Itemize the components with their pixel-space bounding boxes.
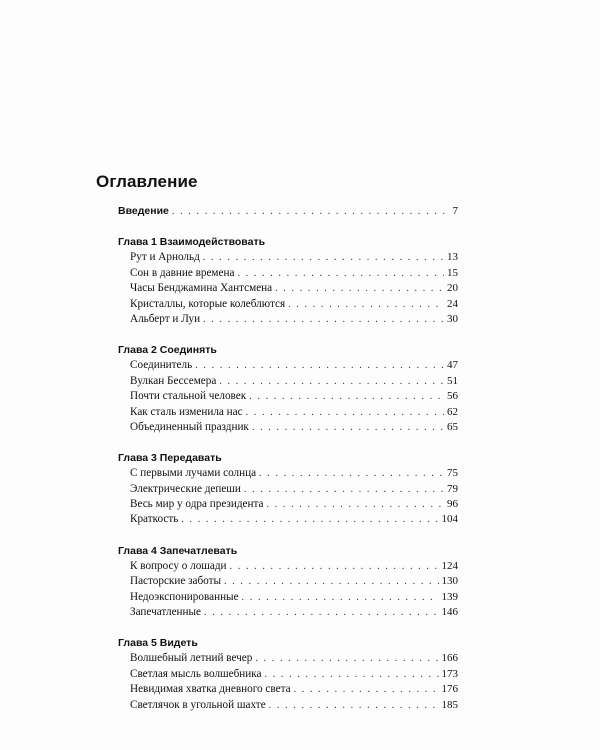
- dot-leader: [181, 512, 438, 527]
- dot-leader: [252, 420, 444, 435]
- toc-entry: [130, 682, 458, 697]
- toc-entry-page: 166: [441, 652, 458, 665]
- dot-leader: [230, 559, 439, 574]
- toc-entry-page: 96: [447, 498, 458, 511]
- toc-entry: [130, 559, 458, 574]
- toc-entry-page: 13: [447, 251, 458, 264]
- toc-entry: [130, 482, 458, 497]
- toc-entry-label: Краткость: [130, 513, 179, 526]
- toc-entry-page: 15: [447, 266, 458, 279]
- toc-entry-label: Как сталь изменила нас: [130, 405, 243, 418]
- toc-entry: [130, 466, 458, 481]
- chapter-heading: Глава 1 Взаимодействовать: [118, 236, 266, 249]
- toc-entry: [130, 250, 458, 265]
- toc-entry: [130, 698, 458, 713]
- dot-leader: [259, 466, 444, 481]
- toc-entry-page: 24: [447, 297, 458, 310]
- toc-entry: [130, 420, 458, 435]
- toc-entry-page: 146: [441, 606, 458, 619]
- toc-entry-label: Сон в давние времена: [130, 266, 235, 279]
- dot-leader: [195, 358, 444, 373]
- toc-entry: [130, 281, 458, 296]
- toc-entry-page: 79: [447, 482, 458, 495]
- dot-leader: [219, 374, 444, 389]
- chapter-heading: Глава 2 Соединять: [118, 344, 217, 357]
- toc-entry-label: Светлячок в угольной шахте: [130, 698, 266, 711]
- toc-entry-page: 176: [441, 683, 458, 696]
- dot-leader: [265, 667, 439, 682]
- chapter-entries: [118, 250, 458, 327]
- toc-entry-page: 75: [447, 467, 458, 480]
- chapter-heading: Глава 3 Передавать: [118, 452, 222, 465]
- toc-intro-page: 7: [452, 205, 458, 217]
- dot-leader: [294, 682, 439, 697]
- toc-entry-label: Светлая мысль волшебника: [130, 667, 262, 680]
- dot-leader: [203, 312, 444, 327]
- chapter-heading: Глава 4 Запечатлевать: [118, 544, 238, 557]
- toc-entry: [130, 297, 458, 312]
- chapter-heading: Глава 5 Видеть: [118, 637, 198, 650]
- toc-entry-page: 51: [447, 374, 458, 387]
- dot-leader: [237, 266, 444, 281]
- toc-chapter-2: [118, 342, 458, 435]
- toc-entry-label: К вопросу о лошади: [130, 559, 227, 572]
- toc-entry-label: Весь мир у одра президента: [130, 498, 264, 511]
- dot-leader: [275, 281, 444, 296]
- chapter-entries: [118, 466, 458, 528]
- toc-entry-page: 30: [447, 312, 458, 325]
- dot-leader: [244, 482, 444, 497]
- toc-entry: [130, 667, 458, 682]
- dot-leader: [269, 698, 439, 713]
- toc-entry-page: 56: [447, 390, 458, 403]
- chapter-entries: [118, 358, 458, 435]
- toc-entry-label: Почти стальной человек: [130, 390, 247, 403]
- toc-entry-page: 173: [441, 667, 458, 680]
- dot-leader: [266, 497, 444, 512]
- toc-entry: [130, 358, 458, 373]
- toc-entry-page: 65: [447, 420, 458, 433]
- toc-entry: [130, 374, 458, 389]
- toc-entry: [130, 512, 458, 527]
- toc-entry-label: Часы Бенджамина Хантсмена: [130, 282, 273, 295]
- dot-leader: [203, 250, 444, 265]
- toc-chapter-4: [118, 543, 458, 621]
- toc-entry: [130, 497, 458, 512]
- toc-intro-row: [118, 204, 458, 219]
- toc-entry-label: Объединенный праздник: [130, 420, 249, 433]
- toc-entry-label: Кристаллы, которые колеблются: [130, 297, 286, 310]
- toc-entry-label: Соединитель: [130, 359, 193, 372]
- dot-leader: [204, 605, 438, 620]
- dot-leader: [255, 651, 438, 666]
- page-title: Оглавление: [96, 172, 198, 191]
- dot-leader: [224, 574, 438, 589]
- toc-entry-label: Вулкан Бессемера: [130, 374, 217, 387]
- toc-entry-label: Невидимая хватка дневного света: [130, 683, 291, 696]
- dot-leader: [288, 297, 444, 312]
- toc-entry-label: Запечатленные: [130, 606, 202, 619]
- dot-leader: [249, 389, 444, 404]
- toc-entry: [130, 605, 458, 620]
- chapter-entries: [118, 559, 458, 621]
- toc-chapter-1: [118, 234, 458, 327]
- toc-entry-label: Пасторские заботы: [130, 575, 222, 588]
- toc-chapter-3: [118, 450, 458, 528]
- toc-entry: [130, 405, 458, 420]
- toc-entry-label: Электрические депеши: [130, 482, 241, 495]
- toc-entry-page: 47: [447, 359, 458, 372]
- toc-intro-label: Введение: [118, 205, 169, 217]
- toc-entry-label: Рут и Арнольд: [130, 251, 200, 264]
- toc-entry-label: С первыми лучами солнца: [130, 467, 257, 480]
- toc-entry: [130, 574, 458, 589]
- toc-entry: [130, 590, 458, 605]
- toc-entry: [130, 312, 458, 327]
- toc-entry-page: 130: [441, 575, 458, 588]
- table-of-contents: [118, 204, 458, 713]
- toc-entry: [130, 389, 458, 404]
- toc-entry-page: 104: [441, 513, 458, 526]
- toc-chapter-5: [118, 635, 458, 713]
- toc-entry: [130, 266, 458, 281]
- dot-leader: [246, 405, 444, 420]
- toc-entry: [130, 651, 458, 666]
- toc-entry-page: 20: [447, 282, 458, 295]
- toc-entry-page: 185: [441, 698, 458, 711]
- toc-entry-page: 62: [447, 405, 458, 418]
- chapter-entries: [118, 651, 458, 713]
- dot-leader: [242, 590, 439, 605]
- toc-entry-page: 124: [441, 559, 458, 572]
- toc-entry-label: Недоэкспонированные: [130, 590, 239, 603]
- toc-entry-label: Волшебный летний вечер: [130, 652, 253, 665]
- toc-entry-page: 139: [441, 590, 458, 603]
- toc-entry-label: Альберт и Луи: [130, 312, 201, 325]
- dot-leader: [172, 204, 450, 219]
